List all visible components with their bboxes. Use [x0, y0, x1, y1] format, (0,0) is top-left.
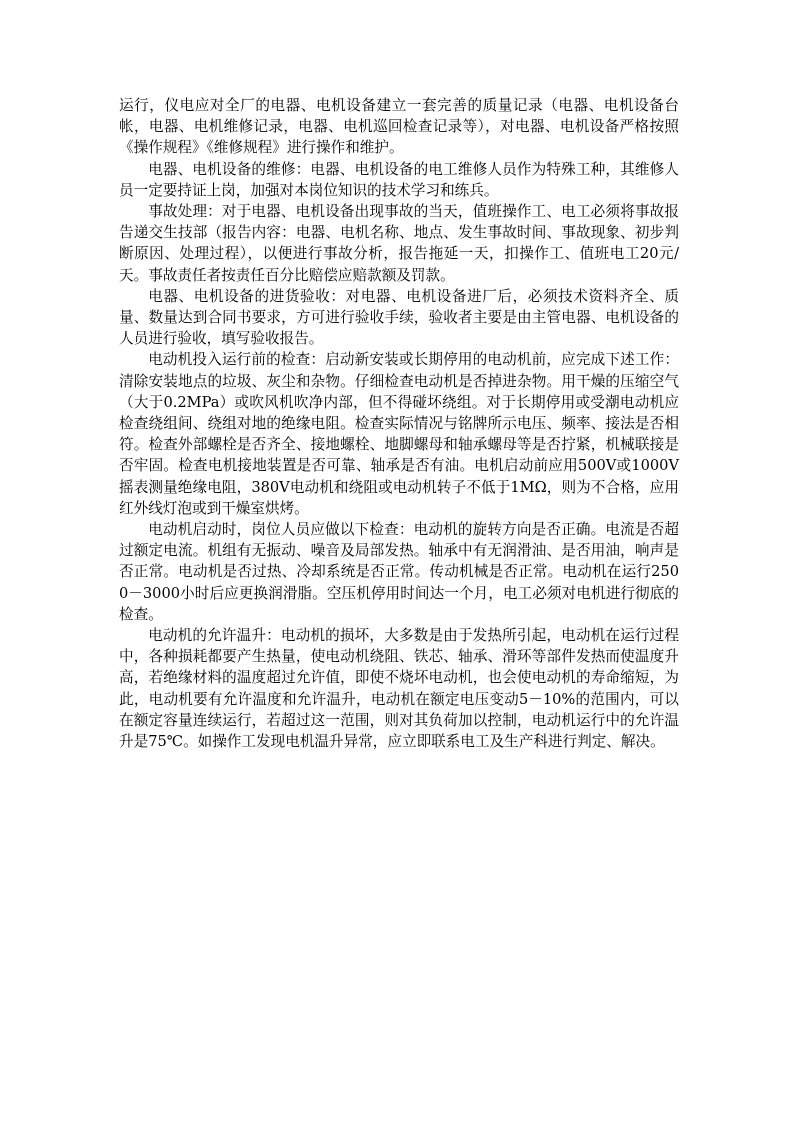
paragraph-equipment-maintenance: 电器、电机设备的维修：电器、电机设备的电工维修人员作为特殊工种，其维修人员一定要持证上岗，加强对本岗位知识的技术学习和练兵。 — [119, 160, 679, 199]
paragraph-incoming-inspection: 电器、电机设备的进货验收：对电器、电机设备进厂后，必须技术资料齐全、质量、数量达到合同书要求，方可进行验收手续，验收者主要是由主管电器、电机设备的人员进行验收，填写验收报告。 — [119, 287, 679, 348]
paragraph-pre-operation-check: 电动机投入运行前的检查：启动新安装或长期停用的电动机前，应完成下述工作：清除安装地点的垃圾、灰尘和杂物。仔细检查电动机是否掉进杂物。用干燥的压缩空气（大于0.2MPa）或吹风机吹净内部，但不得碰坏绕组。对于长期停用或受潮电动机应检查绕组间、绕组对地的绝缘电阻。检查实际情况与铭牌所示电压、频率、接法是否相符。检查外部螺栓是否齐全、接地螺栓、地脚螺母和轴承螺母等是否拧紧，机械联接是否牢固。检查电机接地装置是否可靠、轴承是否有油。电机启动前应用500V或1000V摇表测量绝缘电阻，380V电动机和绕阻或电动机转子不低于1MΩ，则为不合格，应用红外线灯泡或到干燥室烘烤。 — [119, 351, 679, 517]
paragraph-temperature-rise: 电动机的允许温升：电动机的损坏，大多数是由于发热所引起，电动机在运行过程中，各种损耗都要产生热量，使电动机绕阻、铁芯、轴承、滑环等部件发热而使温度升高，若绝缘材料的温度超过允许值，即使不烧坏电动机，也会使电动机的寿命缩短，为此，电动机要有允许温度和允许温升，电动机在额定电压变动5－10%的范围内，可以在额定容量连续运行，若超过这一范围，则对其负荷加以控制，电动机运行中的允许温升是75℃。如操作工发现电机温升异常，应立即联系电工及生产科进行判定、解决。 — [119, 627, 679, 751]
document-page — [119, 95, 679, 752]
paragraph-accident-handling: 事故处理：对于电器、电机设备出现事故的当天，值班操作工、电工必须将事故报告递交生技部（报告内容：电器、电机名称、地点、发生事故时间、事故现象、初步判断原因、处理过程），以便进行事故分析，报告拖延一天，扣操作工、值班电工20元/天。事故责任者按责任百分比赔偿应赔款额及罚款。 — [119, 203, 679, 284]
paragraph-startup-check: 电动机启动时，岗位人员应做以下检查：电动机的旋转方向是否正确。电流是否超过额定电流。机组有无振动、噪音及局部发热。轴承中有无润滑油、是否用油，响声是否正常。电动机是否过热、冷却系统是否正常。传动机械是否正常。电动机在运行2500－3000小时后应更换润滑脂。空压机停用时间达一个月，电工必须对电机进行彻底的检查。 — [119, 521, 679, 623]
paragraph-quality-records: 运行，仪电应对全厂的电器、电机设备建立一套完善的质量记录（电器、电机设备台帐，电器、电机维修记录，电器、电机巡回检查记录等），对电器、电机设备严格按照《操作规程》《维修规程》进行操作和维护。 — [119, 97, 679, 157]
